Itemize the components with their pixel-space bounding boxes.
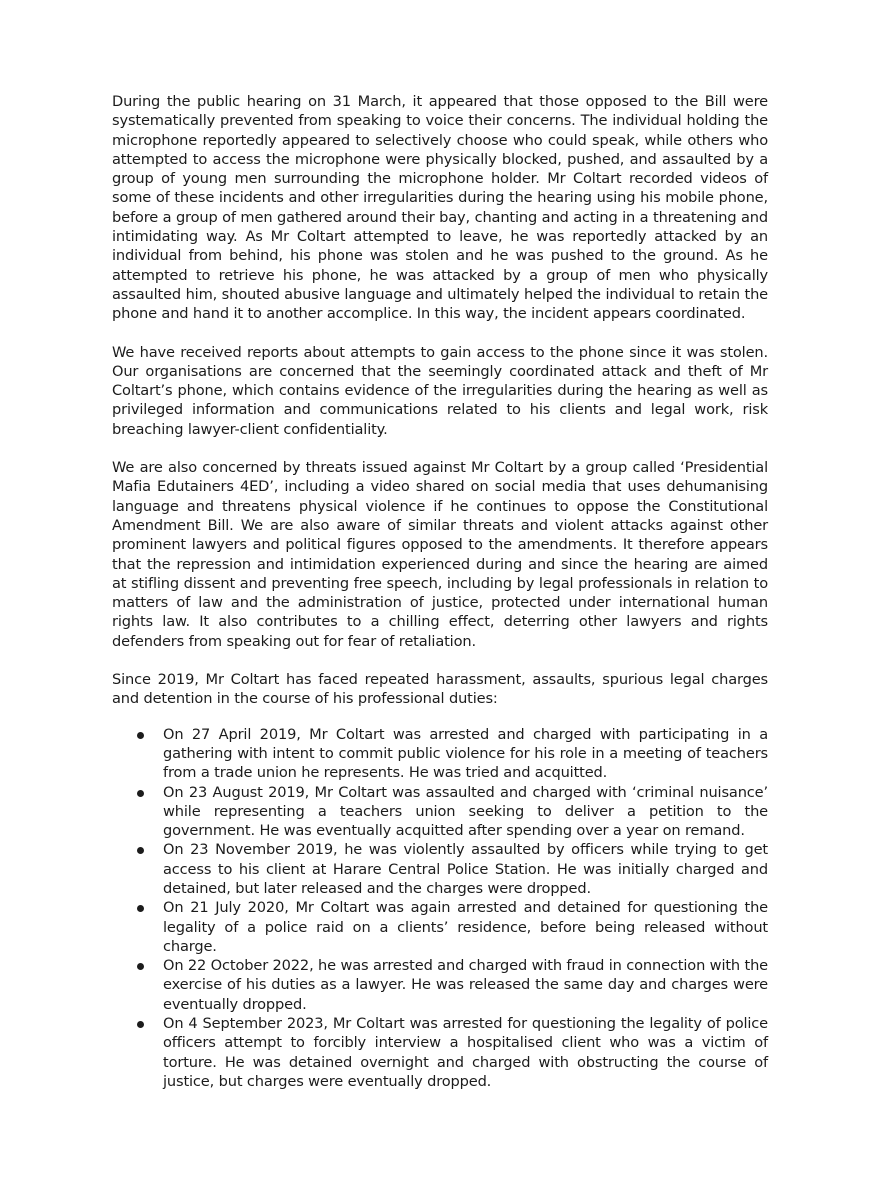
bullet-icon (137, 732, 144, 739)
list-item-text: On 23 August 2019, Mr Coltart was assaulted and charged with ‘criminal nuisance’ while representing a teachers union seeking to deliver a petition to the government. He was eventually acquitted after spending over a year on remand. (163, 783, 768, 840)
bullet-icon (137, 847, 144, 854)
paragraph-history-intro: Since 2019, Mr Coltart has faced repeated harassment, assaults, spurious legal charges and detention in the course of his professional duties: (112, 671, 768, 708)
list-item (112, 898, 768, 956)
list-item-text: On 23 November 2019, he was violently assaulted by officers while trying to get access to his client at Harare Central Police Station. He was initially charged and detained, but later released and the charges were dropped. (163, 841, 768, 897)
list-item (112, 1014, 768, 1091)
list-item (112, 840, 768, 898)
paragraph-threats: We are also concerned by threats issued against Mr Coltart by a group called ‘Presidential Mafia Edutainers 4ED’, including a video shared on social media that uses dehumanising language and threatens physical violence if he continues to oppose the Constitutional Amendment Bill. We are also aware of similar threats and violent attacks against other prominent lawyers and political figures opposed to the amendments. It therefore appears that the repression and intimidation experienced during and since the hearing are aimed at stifling dissent and preventing free speech, including by legal professionals in relation to matters of law and the administration of justice, protected under international human rights law. It also contributes to a chilling effect, deterring other lawyers and rights defenders from speaking out for fear of retaliation. (112, 459, 768, 650)
bullet-icon (137, 1021, 144, 1028)
bullet-icon (137, 790, 144, 797)
list-item-text: On 22 October 2022, he was arrested and charged with fraud in connection with the exercise of his duties as a lawyer. He was released the same day and charges were eventually dropped. (163, 957, 769, 1013)
bullet-icon (137, 963, 144, 970)
list-item-text: On 21 July 2020, Mr Coltart was again arrested and detained for questioning the legality of a police raid on a clients’ residence, before being released without charge. (163, 899, 768, 955)
paragraph-public-hearing: During the public hearing on 31 March, it appeared that those opposed to the Bill were systematically prevented from speaking to voice their concerns. The individual holding the microphone reportedly appeared to selectively choose who could speak, while others who attempted to access the microphone were physically blocked, pushed, and assaulted by a group of young men surrounding the microphone holder. Mr Coltart recorded videos of some of these incidents and other irregularities during the hearing using his mobile phone, before a group of men gathered around their bay, chanting and acting in a threatening and intimidating way. As Mr Coltart attempted to leave, he was reportedly attacked by an individual from behind, his phone was stolen and he was pushed to the ground. As he attempted to retrieve his phone, he was attacked by a group of men who physically assaulted him, shouted abusive language and ultimately helped the individual to retain the phone and hand it to another accomplice. In this way, the incident appears coordinated. (112, 93, 768, 323)
list-item (112, 725, 768, 783)
list-item (112, 956, 768, 1014)
list-item-text: On 4 September 2023, Mr Coltart was arrested for questioning the legality of police officers attempt to forcibly interview a hospitalised client who was a victim of torture. He was detained overnight and charged with obstructing the course of justice, but charges were eventually dropped. (163, 1015, 768, 1090)
list-item (112, 783, 768, 841)
document-body (112, 92, 768, 1091)
paragraph-phone-access: We have received reports about attempts to gain access to the phone since it was stolen. Our organisations are concerned that the seemingly coordinated attack and theft of Mr Coltart’s phone, which contains evidence of the irregularities during the hearing as well as privileged information and communications related to his clients and legal work, risk breaching lawyer-client confidentiality. (112, 343, 768, 438)
incident-list (112, 725, 768, 1092)
list-item-text: On 27 April 2019, Mr Coltart was arrested and charged with participating in a gathering with intent to commit public violence for his role in a meeting of teachers from a trade union he represents. He was tried and acquitted. (163, 725, 768, 782)
bullet-icon (137, 905, 144, 912)
